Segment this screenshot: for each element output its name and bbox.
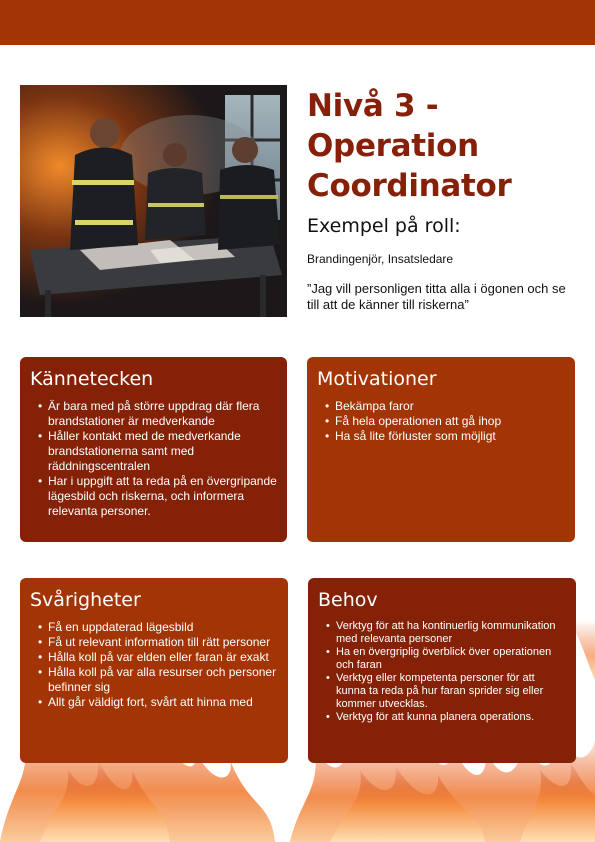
list-item: • Få ut relevant information till rätt personer bbox=[48, 635, 278, 650]
list-item: • Ha så lite förluster som möjligt bbox=[335, 429, 565, 444]
list-item: • Verktyg för att kunna planera operations. bbox=[336, 711, 566, 724]
list-item: • Hålla koll på var elden eller faran är exakt bbox=[48, 650, 278, 665]
persona-quote: ”Jag vill personligen titta alla i ögonen och se till att de känner till riskerna” bbox=[307, 281, 566, 312]
top-banner bbox=[0, 0, 595, 45]
card-title: Svårigheter bbox=[30, 589, 141, 611]
role-examples: Brandingenjör, Insatsledare bbox=[307, 252, 454, 266]
page-title: Nivå 3 - Operation Coordinator bbox=[307, 88, 512, 204]
role-example-heading: Exempel på roll: bbox=[307, 215, 461, 237]
list-item: • Är bara med på större uppdrag där flera brandstationer är medverkande bbox=[48, 399, 277, 429]
card-title: Motivationer bbox=[317, 368, 437, 390]
card-list bbox=[318, 620, 566, 724]
list-item: • Få en uppdaterad lägesbild bbox=[48, 620, 278, 635]
list-item: • Verktyg eller kompetenta personer för att kunna ta reda på hur faran sprider sig eller kommer utvecklas. bbox=[336, 672, 566, 711]
list-item: • Har i uppgift att ta reda på en övergripande lägesbild och riskerna, och informera relevanta personer. bbox=[48, 474, 277, 519]
list-item: • Ha en övergriplig överblick över operationen och faran bbox=[336, 646, 566, 672]
card-behov bbox=[308, 578, 576, 763]
firefighters-photo bbox=[20, 85, 287, 317]
card-title: Behov bbox=[318, 589, 378, 611]
card-svarigheter bbox=[20, 578, 288, 763]
card-list bbox=[317, 399, 565, 444]
list-item: • Få hela operationen att gå ihop bbox=[335, 414, 565, 429]
card-list bbox=[30, 399, 277, 519]
card-motivationer bbox=[307, 357, 575, 542]
list-item: • Håller kontakt med de medverkande brandstationerna samt med räddningscentralen bbox=[48, 429, 277, 474]
card-title: Kännetecken bbox=[30, 368, 154, 390]
list-item: • Allt går väldigt fort, svårt att hinna med bbox=[48, 695, 278, 710]
card-kannetecken bbox=[20, 357, 287, 542]
list-item: • Bekämpa faror bbox=[335, 399, 565, 414]
photo-illustration bbox=[20, 85, 287, 317]
list-item: • Verktyg för att ha kontinuerlig kommunikation med relevanta personer bbox=[336, 620, 566, 646]
list-item: • Hålla koll på var alla resurser och personer befinner sig bbox=[48, 665, 278, 695]
card-list bbox=[30, 620, 278, 710]
